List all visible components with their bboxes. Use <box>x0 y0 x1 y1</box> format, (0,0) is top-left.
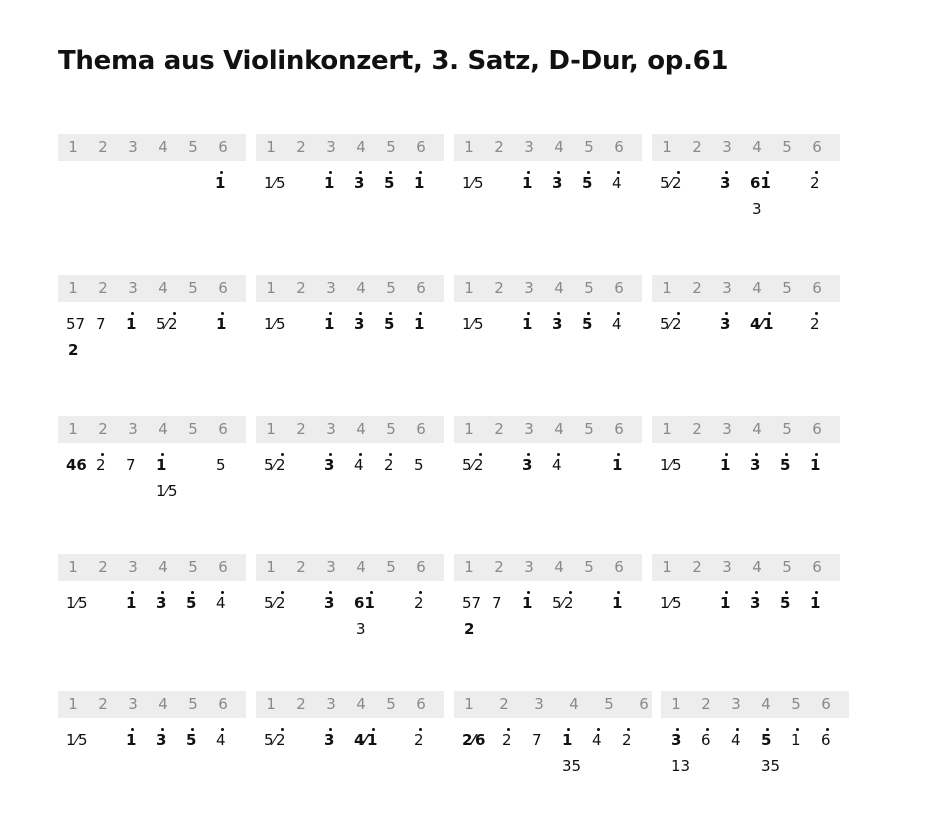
beat-number: 2 <box>296 420 306 438</box>
beat-number: 5 <box>188 279 198 297</box>
notation-row <box>0 554 938 664</box>
beat-number: 1 <box>662 558 672 576</box>
measure <box>454 275 642 385</box>
beat-number: 2 <box>296 138 306 156</box>
note: 3 <box>552 315 563 333</box>
beat-header <box>454 416 642 443</box>
note-lower: 3 <box>752 200 762 218</box>
beat-number: 5 <box>386 558 396 576</box>
beat-number: 2 <box>296 558 306 576</box>
beat-number: 5 <box>584 138 594 156</box>
beat-number: 5 <box>386 695 396 713</box>
beat-number: 3 <box>524 420 534 438</box>
beat-number: 3 <box>128 695 138 713</box>
note: 3 <box>671 731 682 749</box>
beat-number: 3 <box>128 138 138 156</box>
beat-header <box>454 275 642 302</box>
note: 1 <box>791 731 801 749</box>
beat-number: 6 <box>812 558 822 576</box>
beat-number: 6 <box>416 138 426 156</box>
beat-number: 1 <box>68 695 78 713</box>
beat-number: 1 <box>662 138 672 156</box>
beat-number: 5 <box>584 558 594 576</box>
measure <box>58 554 246 664</box>
beat-header <box>454 691 652 718</box>
beat-number: 5 <box>188 420 198 438</box>
note: 57 <box>66 315 86 333</box>
beat-number: 3 <box>326 279 336 297</box>
beat-number: 4 <box>158 420 168 438</box>
beat-number: 5 <box>188 558 198 576</box>
note: 5⁄2 <box>552 594 574 612</box>
beat-number: 2 <box>494 420 504 438</box>
note: 5 <box>582 174 593 192</box>
beat-number: 6 <box>614 279 624 297</box>
beat-number: 2 <box>692 558 702 576</box>
beat-number: 5 <box>386 138 396 156</box>
note: 5⁄2 <box>660 315 682 333</box>
note: 3 <box>324 456 335 474</box>
beat-number: 6 <box>416 695 426 713</box>
note-lower: 35 <box>761 757 781 775</box>
note: 1 <box>156 456 167 474</box>
beat-number: 3 <box>731 695 741 713</box>
beat-number: 4 <box>356 279 366 297</box>
beat-number: 6 <box>218 279 228 297</box>
beat-number: 4 <box>158 558 168 576</box>
notation-row <box>0 275 938 385</box>
note: 1⁄5 <box>264 315 286 333</box>
measure <box>256 275 444 385</box>
beat-number: 4 <box>356 420 366 438</box>
beat-number: 4 <box>554 420 564 438</box>
note: 4 <box>592 731 602 749</box>
note: 61 <box>354 594 375 612</box>
beat-number: 1 <box>68 420 78 438</box>
note: 2 <box>414 594 424 612</box>
note: 7 <box>96 315 106 333</box>
note: 5 <box>216 456 226 474</box>
beat-number: 4 <box>569 695 579 713</box>
beat-number: 5 <box>188 138 198 156</box>
beat-header <box>58 691 246 718</box>
note: 1⁄5 <box>66 594 88 612</box>
beat-number: 2 <box>296 279 306 297</box>
note: 1⁄5 <box>462 174 484 192</box>
beat-number: 3 <box>326 138 336 156</box>
beat-header <box>256 134 444 161</box>
beat-header <box>652 275 840 302</box>
measure <box>58 691 246 801</box>
note: 1 <box>562 731 573 749</box>
beat-number: 2 <box>692 279 702 297</box>
beat-number: 2 <box>98 695 108 713</box>
beat-number: 2 <box>98 279 108 297</box>
note: 4 <box>216 731 226 749</box>
beat-number: 4 <box>356 138 366 156</box>
beat-number: 1 <box>266 558 276 576</box>
beat-header <box>256 691 444 718</box>
beat-number: 3 <box>722 558 732 576</box>
note: 1 <box>720 456 731 474</box>
note: 2 <box>622 731 632 749</box>
beat-number: 6 <box>416 420 426 438</box>
beat-number: 4 <box>158 279 168 297</box>
note-lower: 2 <box>464 620 475 638</box>
note: 4 <box>354 456 364 474</box>
note: 1 <box>810 594 821 612</box>
measure <box>652 554 840 664</box>
beat-number: 6 <box>416 279 426 297</box>
beat-number: 6 <box>812 138 822 156</box>
measure <box>454 554 642 664</box>
beat-number: 6 <box>218 558 228 576</box>
note: 5 <box>186 594 197 612</box>
note: 3 <box>156 594 167 612</box>
beat-header <box>652 416 840 443</box>
note: 1⁄5 <box>462 315 484 333</box>
beat-header <box>652 554 840 581</box>
beat-header <box>661 691 849 718</box>
beat-header <box>256 554 444 581</box>
note: 61 <box>750 174 771 192</box>
note: 7 <box>126 456 136 474</box>
beat-number: 6 <box>812 279 822 297</box>
note: 4 <box>216 594 226 612</box>
beat-number: 4 <box>752 279 762 297</box>
note: 7 <box>532 731 542 749</box>
note: 3 <box>522 456 533 474</box>
beat-number: 2 <box>98 420 108 438</box>
page-title: Thema aus Violinkonzert, 3. Satz, D-Dur, op.61 <box>58 46 729 76</box>
beat-number: 4 <box>356 695 366 713</box>
note: 4⁄1 <box>750 315 774 333</box>
note: 4⁄1 <box>354 731 378 749</box>
note: 1 <box>612 594 623 612</box>
beat-number: 4 <box>752 420 762 438</box>
note: 1 <box>126 731 137 749</box>
beat-header <box>58 275 246 302</box>
note-lower: 35 <box>562 757 582 775</box>
note: 3 <box>324 731 335 749</box>
note: 4 <box>552 456 562 474</box>
beat-number: 3 <box>722 279 732 297</box>
beat-header <box>58 416 246 443</box>
beat-number: 6 <box>218 138 228 156</box>
measure <box>454 416 642 526</box>
beat-number: 1 <box>68 558 78 576</box>
note: 5 <box>186 731 197 749</box>
beat-number: 4 <box>356 558 366 576</box>
beat-number: 1 <box>671 695 681 713</box>
note: 1⁄5 <box>660 456 682 474</box>
beat-number: 5 <box>188 695 198 713</box>
note: 1⁄5 <box>66 731 88 749</box>
note: 5⁄2 <box>660 174 682 192</box>
note: 3 <box>720 315 731 333</box>
beat-number: 1 <box>662 420 672 438</box>
note: 2 <box>810 174 820 192</box>
beat-number: 2 <box>692 138 702 156</box>
notation-row <box>0 134 938 244</box>
note: 1 <box>216 315 227 333</box>
note: 1 <box>126 315 137 333</box>
beat-number: 2 <box>98 138 108 156</box>
note: 5⁄2 <box>462 456 484 474</box>
note: 3 <box>750 456 761 474</box>
beat-number: 6 <box>416 558 426 576</box>
beat-number: 3 <box>326 558 336 576</box>
beat-number: 2 <box>701 695 711 713</box>
beat-header <box>58 134 246 161</box>
note: 4 <box>731 731 741 749</box>
beat-header <box>256 275 444 302</box>
note: 6 <box>701 731 711 749</box>
beat-number: 1 <box>464 695 474 713</box>
note: 5⁄2 <box>264 594 286 612</box>
note: 5 <box>582 315 593 333</box>
beat-header <box>256 416 444 443</box>
beat-number: 5 <box>782 279 792 297</box>
beat-number: 1 <box>464 279 474 297</box>
measure <box>652 134 840 244</box>
note: 2 <box>502 731 512 749</box>
note: 1 <box>414 174 425 192</box>
beat-number: 6 <box>614 558 624 576</box>
note: 2 <box>96 456 106 474</box>
beat-number: 3 <box>534 695 544 713</box>
beat-number: 3 <box>128 420 138 438</box>
beat-number: 5 <box>584 279 594 297</box>
note-lower: 13 <box>671 757 691 775</box>
measure <box>454 134 642 244</box>
note: 1 <box>126 594 137 612</box>
beat-number: 4 <box>752 558 762 576</box>
beat-number: 6 <box>639 695 649 713</box>
beat-number: 2 <box>494 138 504 156</box>
note: 5 <box>384 315 395 333</box>
note: 5 <box>761 731 772 749</box>
measure <box>58 134 246 244</box>
note: 1 <box>720 594 731 612</box>
note: 5 <box>414 456 424 474</box>
note: 1 <box>522 174 533 192</box>
note-lower: 2 <box>68 341 79 359</box>
note-lower: 3 <box>356 620 366 638</box>
note: 4 <box>612 174 622 192</box>
beat-number: 3 <box>326 695 336 713</box>
note: 1 <box>324 315 335 333</box>
note: 5 <box>384 174 395 192</box>
note: 7 <box>492 594 502 612</box>
note: 1 <box>215 174 226 192</box>
note: 2 <box>414 731 424 749</box>
note: 46 <box>66 456 87 474</box>
measure <box>652 275 840 385</box>
beat-number: 3 <box>722 138 732 156</box>
beat-number: 2 <box>494 558 504 576</box>
beat-number: 3 <box>128 558 138 576</box>
beat-number: 2 <box>98 558 108 576</box>
beat-number: 4 <box>158 695 168 713</box>
beat-header <box>652 134 840 161</box>
measure <box>454 691 652 801</box>
beat-number: 2 <box>692 420 702 438</box>
beat-number: 1 <box>266 695 276 713</box>
note-lower: 1⁄5 <box>156 482 178 500</box>
beat-number: 3 <box>524 558 534 576</box>
beat-number: 3 <box>326 420 336 438</box>
beat-number: 1 <box>464 558 474 576</box>
note: 3 <box>354 315 365 333</box>
beat-number: 5 <box>604 695 614 713</box>
beat-number: 2 <box>499 695 509 713</box>
beat-header <box>454 554 642 581</box>
note: 2 <box>810 315 820 333</box>
beat-number: 4 <box>554 558 564 576</box>
beat-number: 6 <box>218 695 228 713</box>
note: 4 <box>612 315 622 333</box>
beat-number: 6 <box>614 138 624 156</box>
note: 1⁄5 <box>264 174 286 192</box>
note: 5⁄2 <box>264 731 286 749</box>
note: 1 <box>324 174 335 192</box>
note: 5⁄2 <box>264 456 286 474</box>
note: 5⁄2 <box>156 315 178 333</box>
measure <box>256 416 444 526</box>
measure <box>256 134 444 244</box>
beat-number: 6 <box>821 695 831 713</box>
note: 57 <box>462 594 482 612</box>
note: 1 <box>810 456 821 474</box>
beat-number: 1 <box>464 420 474 438</box>
beat-number: 3 <box>128 279 138 297</box>
beat-number: 5 <box>782 558 792 576</box>
beat-number: 5 <box>584 420 594 438</box>
beat-number: 2 <box>296 695 306 713</box>
beat-number: 4 <box>554 279 564 297</box>
beat-number: 4 <box>761 695 771 713</box>
beat-number: 1 <box>266 279 276 297</box>
beat-header <box>454 134 642 161</box>
note: 6 <box>821 731 831 749</box>
beat-number: 2 <box>494 279 504 297</box>
beat-number: 1 <box>68 279 78 297</box>
note: 2⁄6 <box>462 731 486 749</box>
beat-number: 5 <box>782 420 792 438</box>
beat-number: 1 <box>68 138 78 156</box>
beat-number: 5 <box>386 279 396 297</box>
note: 1 <box>522 315 533 333</box>
beat-header <box>58 554 246 581</box>
beat-number: 5 <box>386 420 396 438</box>
note: 3 <box>750 594 761 612</box>
beat-number: 1 <box>464 138 474 156</box>
beat-number: 4 <box>752 138 762 156</box>
note: 1⁄5 <box>660 594 682 612</box>
beat-number: 5 <box>782 138 792 156</box>
notation-row <box>0 416 938 526</box>
measure <box>58 416 246 526</box>
measure <box>256 691 444 801</box>
beat-number: 3 <box>524 279 534 297</box>
note: 5 <box>780 594 791 612</box>
beat-number: 4 <box>158 138 168 156</box>
note: 3 <box>156 731 167 749</box>
measure <box>652 416 840 526</box>
note: 1 <box>414 315 425 333</box>
notation-row <box>0 691 938 801</box>
beat-number: 1 <box>266 420 276 438</box>
note: 2 <box>384 456 394 474</box>
note: 3 <box>720 174 731 192</box>
note: 5 <box>780 456 791 474</box>
beat-number: 1 <box>266 138 276 156</box>
measure <box>58 275 246 385</box>
note: 3 <box>354 174 365 192</box>
note: 1 <box>522 594 533 612</box>
beat-number: 3 <box>524 138 534 156</box>
note: 3 <box>324 594 335 612</box>
beat-number: 1 <box>662 279 672 297</box>
beat-number: 5 <box>791 695 801 713</box>
beat-number: 4 <box>554 138 564 156</box>
measure <box>256 554 444 664</box>
measure <box>661 691 849 801</box>
beat-number: 6 <box>812 420 822 438</box>
beat-number: 6 <box>218 420 228 438</box>
beat-number: 3 <box>722 420 732 438</box>
note: 3 <box>552 174 563 192</box>
beat-number: 6 <box>614 420 624 438</box>
note: 1 <box>612 456 623 474</box>
